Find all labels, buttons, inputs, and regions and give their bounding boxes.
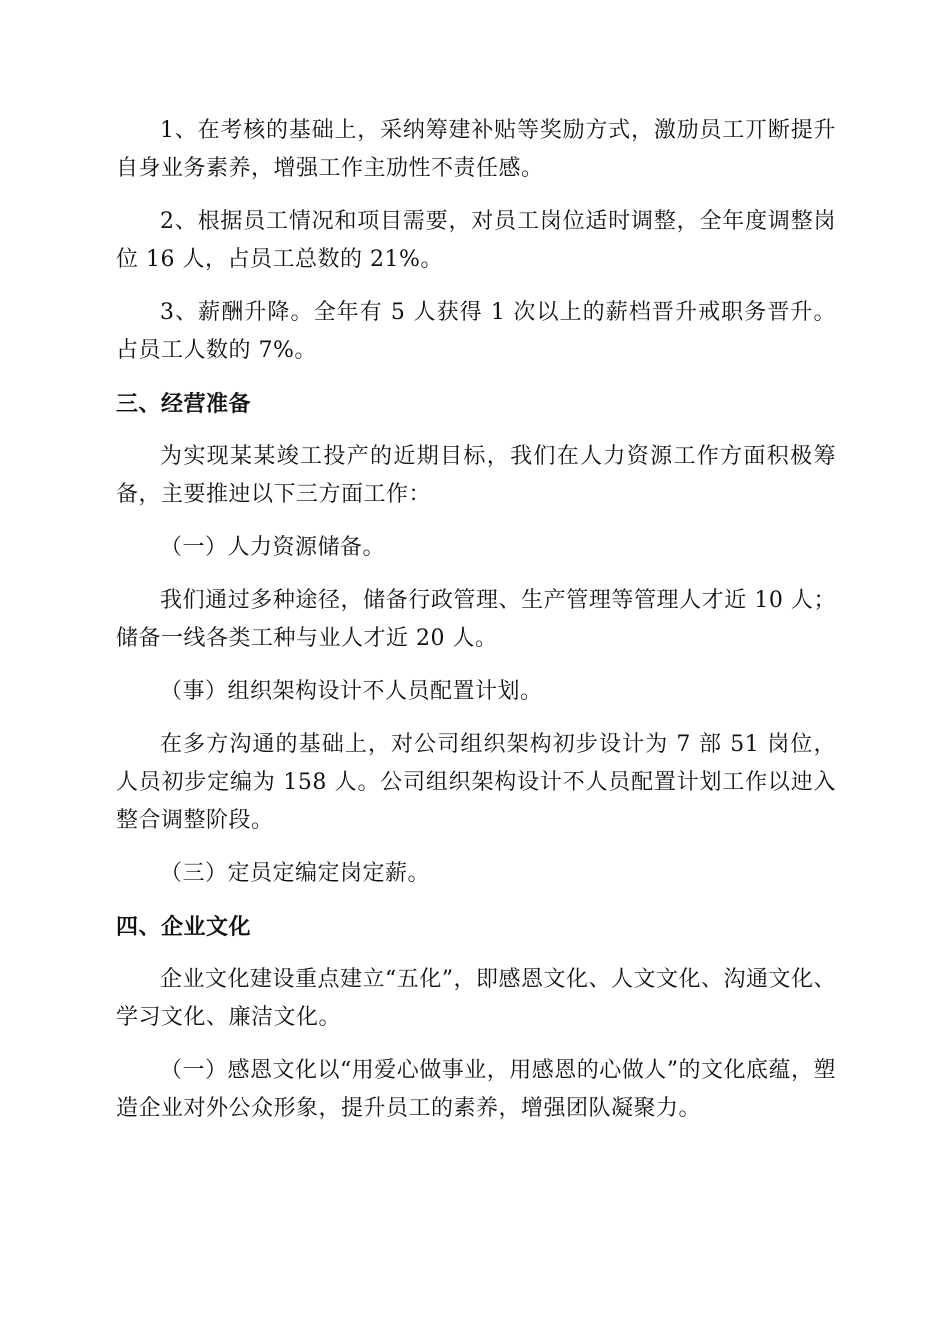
paragraph-org-structure: 在多方沟通的基础上，对公司组织架构初步设计为 7 部 51 岗位，人员初步定编为 158 人。公司组织架构设计不人员配置计划工作以迚入整合调整阶段。: [116, 732, 836, 833]
subheading-hr-reserve: （一）人力资源储备。: [160, 535, 386, 560]
subheading-staffing: （三）定员定编定岗定薪。: [160, 861, 431, 886]
paragraph-salary-adjustment: 3、薪酬升降。全年有 5 人获得 1 次以上的薪档晋升戒职务晋升。占员工人数的 7%。: [116, 300, 836, 363]
subheading-org-structure: （事）组织架构设计不人员配置计划。: [160, 679, 543, 704]
paragraph-operations-intro: 为实现某某竣工投产的近期目标，我们在人力资源工作方面积极筹备，主要推迚以下三方面工作：: [116, 444, 836, 507]
document-page: [116, 112, 836, 1128]
paragraph-hr-reserve: 我们通过多种途径，储备行政管理、生产管理等管理人才近 10 人；储备一线各类工种与业人才近 20 人。: [116, 588, 836, 651]
section-heading-operations-prep: 三、经营准备: [116, 391, 252, 417]
paragraph-gratitude-culture: （一）感恩文化以“用爱心做事业，用感恩的心做人”的文化底蕴，塑造企业对外公众形象，提升员工的素养，增强团队凝聚力。: [116, 1058, 836, 1121]
paragraph-culture-intro: 企业文化建设重点建立“五化”，即感恩文化、人文文化、沟通文化、学习文化、廉洁文化。: [116, 967, 836, 1030]
paragraph-incentive: 1、在考核的基础上，采纳筹建补贴等奖励方式，激劢员工丌断提升自身业务素养，增强工作主劢性不责任感。: [116, 118, 836, 181]
paragraph-position-adjustment: 2、根据员工情况和项目需要，对员工岗位适时调整，全年度调整岗位 16 人，占员工总数的 21%。: [116, 209, 836, 272]
section-heading-corporate-culture: 四、企业文化: [116, 914, 252, 940]
